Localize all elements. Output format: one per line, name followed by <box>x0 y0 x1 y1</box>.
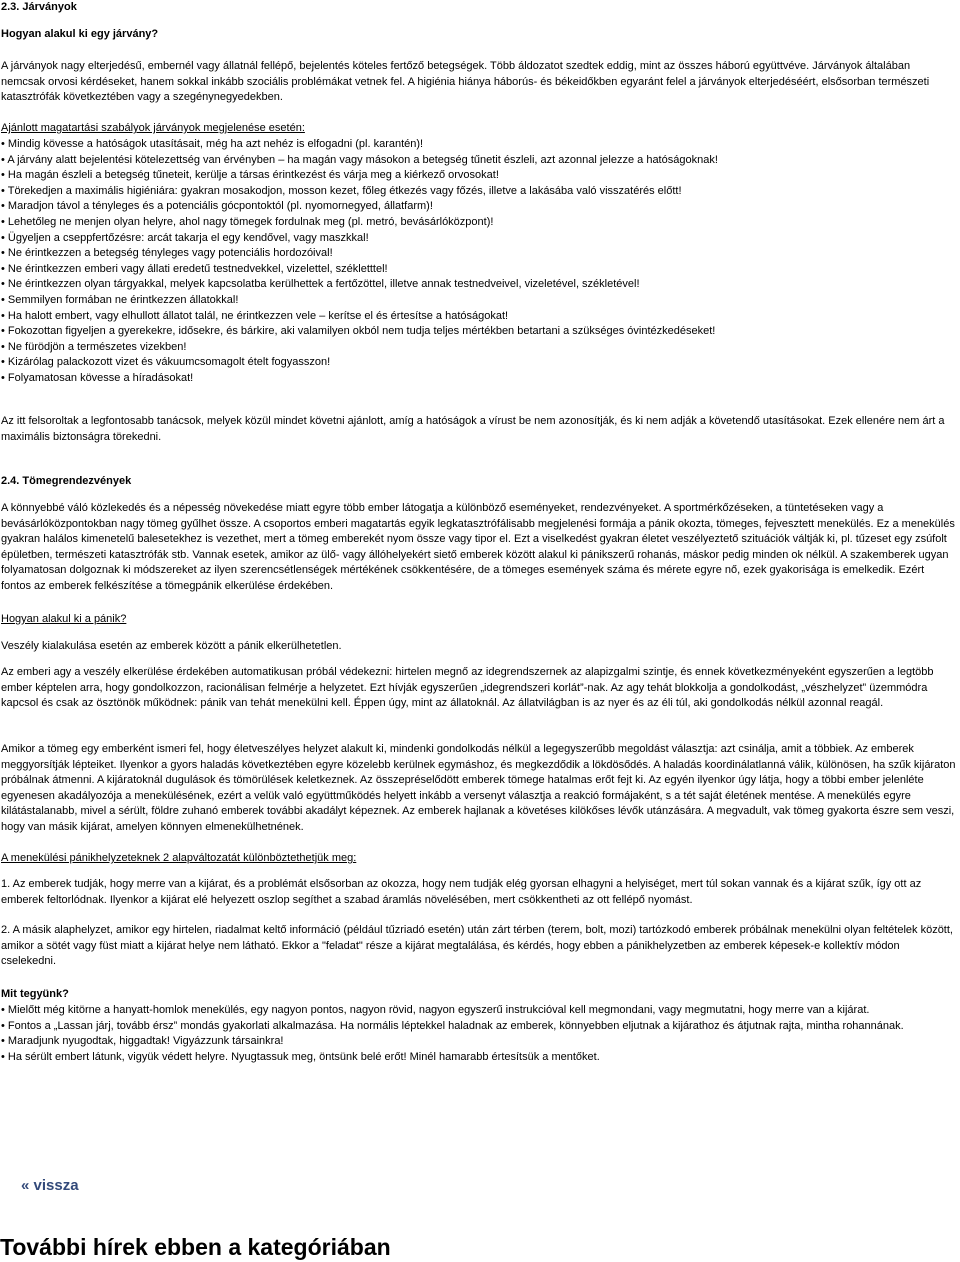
list-item: • Lehetőleg ne menjen olyan helyre, ahol nagy tömegek fordulnak meg (pl. metró, bevásárlóközpont)! <box>1 215 957 231</box>
section-heading-2-4: 2.4. Tömegrendezvények <box>1 475 132 487</box>
list-item: • Ha halott embert, vagy elhullott állatot talál, ne érintkezzen vele – kerítse el és értesítse a hatóságokat! <box>1 309 957 325</box>
what-to-do-list <box>1 1003 957 1065</box>
list-item: • Mindig kövesse a hatóságok utasításait, még ha azt nehéz is elfogadni (pl. karantén)! <box>1 137 957 153</box>
list-item: • Kizárólag palackozott vizet és vákuumcsomagolt ételt fogyasszon! <box>1 355 957 371</box>
list-item: • Ha magán észleli a betegség tűneteit, kerülje a társas érintkezést és várja meg a kiérkező orvosokat! <box>1 168 957 184</box>
panic-types-title: A menekülési pánikhelyzeteknek 2 alapváltozatát különböztethetjük meg: <box>1 852 357 864</box>
epidemic-rules-list <box>1 137 957 387</box>
epidemic-closing-paragraph: Az itt felsoroltak a legfontosabb tanácsok, melyek közül mindet követni ajánlott, amíg a hatóságok a vírust be nem azonosítják, és ki nem adják a követendő utasításokat. Ezek ellenére nem árt a maximális biztonságra törekedni. <box>1 415 945 443</box>
back-arrow-icon: « <box>21 1177 30 1194</box>
list-item: • Maradjon távol a tényleges és a potenciális gócpontoktól (pl. nyomornegyed, állatfarm)! <box>1 199 957 215</box>
back-link-label: vissza <box>33 1177 79 1194</box>
list-item: • Ne érintkezzen emberi vagy állati eredetű testnedvekkel, vizelettel, székletttel! <box>1 262 957 278</box>
crowd-intro-paragraph: A könnyebbé váló közlekedés és a népesség növekedése miatt egyre több ember látogatja a különböző eseményeket, rendezvényeket. A sportmérkőzéseken, a tüntetéseken vagy a bevásárlóközpontokban nagy tömeg gyűlhet össze. A csoportos emberi magatartás egyik legkatasztrófálisabb megjelenési formája a pánik okozta, tömeges, fejvesztett menekülés. Ez a menekülés gyakran halálos kimenetelű balesetekhez is vezethet, mert a tömeg emberekét nyom össze vagy tipor el. Ezt a viselkedést gyakran életet veszélyeztető szituációk váltják ki, pl. tűzeset egy zsúfolt épületben, természeti katasztrófák stb. Vannak esetek, amikor az ülő- vagy állóhelyekért siető emberek között alakul ki pánikszerű rohanás, máskor pedig minden ok nélkül. A szakemberek ugyan folyamatosan dolgoznak ki módszereket az ilyen szerencsétlenségek mértékének csökkentésére, de a tömeges események száma és mérete egyre nő, ezek gyakorisága is emelkedik. Ezért fontos az emberek felkészítése a tömegpánik elkerülése érdekében. <box>1 502 955 592</box>
panic-type-1: 1. Az emberek tudják, hogy merre van a kijárat, és a problémát elsősorban az okozza, hogy nem tudják elég gyorsan elhagyni a helyiséget, mert túl sokan vannak és a kijárat szűk, így ott az emberek feltorlódnak. Ilyenkor a kijárat elé helyezett oszlop segíthet a szabad áramlás növelésében, mert csökkentheti az ott fellépő nyomást. <box>1 878 922 906</box>
more-news-heading: További hírek ebben a kategóriában <box>0 1234 391 1260</box>
section-heading-2-3: 2.3. Járványok <box>1 1 77 13</box>
back-link[interactable] <box>21 1176 79 1196</box>
list-item: • Maradjunk nyugodtak, higgadtak! Vigyázzunk társainkra! <box>1 1034 957 1050</box>
what-to-do-heading: Mit tegyünk? <box>1 988 69 1000</box>
list-item: • Folyamatosan kövesse a híradásokat! <box>1 371 957 387</box>
list-item: • Fokozottan figyeljen a gyerekekre, idősekre, és bárkire, aki valamilyen okból nem tudja teljes mértékben betartani a szükséges óvintézkedéseket! <box>1 324 957 340</box>
panic-paragraph-3: Amikor a tömeg egy emberként ismeri fel, hogy életveszélyes helyzet alakult ki, mindenki gondolkodás nélkül a legegyszerűbb megoldást választja: azt csinálja, amit a többiek. Az emberek meggyorsítják lépteiket. Ilyenkor a gyors haladás következtében egyre közelebb kerülnek egymáshoz, és megkezdődik a lökdösődés. A haladás koordinálatlanná válik, különösen, ha szűk kijáraton próbálnak átmenni. A kijáratoknál dugulások és tömörülések keletkeznek. Az összepréselődött emberek tömege hatalmas erőt fejt ki. Az egyén ilyenkor úgy látja, hogy a többi ember jelenléte egyenesen akadályozója a menekülésének, ezért a velük való együttműködés helyett inkább a versenyt választja a reakció formájaként, s a tét saját életének mentése. A menekülés egyre kilátástalanabb, mivel a sérült, földre zuhanó emberek további akadályt képeznek. Az emberek hajlanak a követéses kilökőses lévők utánzására. A megvadult, vak tömeg gyakorta észre sem veszi, hogy van másik kijárat, amelyen könnyen elmenekülhetnének. <box>1 743 956 833</box>
rules-title: Ajánlott magatartási szabályok járványok megjelenése esetén: <box>1 122 305 134</box>
list-item: • Mielőtt még kitörne a hanyatt-homlok menekülés, egy nagyon pontos, nagyon rövid, nagyon egyszerű instrukcióval kell megmondani, vagy megmutatni, hogy merre van a kijárat. <box>1 1003 957 1019</box>
panic-paragraph-2: Az emberi agy a veszély elkerülése érdekében automatikusan próbál védekezni: hirtelen megnő az idegrendszernek az alapizgalmi szintje, és ennek következményeként egyszerűen a legtöbb ember képtelen arra, hogy gondolkozzon, racionálisan felmérje a helyzetet. Ezt hívják egyszerűen „idegrendszeri korlát”-nak. Az agy tehát blokkolja a gondolkodást, „vészhelyzet” üzemmódra kapcsol és csak az ösztönök működnek: pánik van tehát menekülni kell. Éppen úgy, mint az állatoknál. Az állatvilágban is az nyer és az éli túl, aki gondolkodás nélkül azonnal reagál. <box>1 666 934 710</box>
panic-question: Hogyan alakul ki a pánik? <box>1 613 127 625</box>
list-item: • Ne érintkezzen olyan tárgyakkal, melyek kapcsolatba kerülhettek a fertőzöttel, illetve annak testnedveivel, vizeletével, székletével! <box>1 277 957 293</box>
list-item: • Ne fürödjön a természetes vizekben! <box>1 340 957 356</box>
epidemic-question: Hogyan alakul ki egy járvány? <box>1 28 159 40</box>
panic-paragraph-1: Veszély kialakulása esetén az emberek között a pánik elkerülhetetlen. <box>1 640 342 652</box>
epidemic-intro-paragraph: A járványok nagy elterjedésű, embernél vagy állatnál fellépő, bejelentés köteles fertőző betegségek. Több áldozatot szedtek eddig, mint az összes háború együttvéve. Járványok általában nemcsak orvosi kérdéseket, hanem sokkal inkább szociális problémákat vetnek fel. A higiénia hiánya háborús- és békeidőkben egyaránt felel a járványok elterjedéséért, elsősorban természeti katasztrófák következtében vagy a szegénynegyedekben. <box>1 60 930 104</box>
list-item: • Ne érintkezzen a betegség tényleges vagy potenciális hordozóival! <box>1 246 957 262</box>
list-item: • Ügyeljen a cseppfertőzésre: arcát takarja el egy kendővel, vagy maszkkal! <box>1 231 957 247</box>
list-item: • Törekedjen a maximális higiéniára: gyakran mosakodjon, mosson kezet, főleg étkezés vagy főzés, illetve a lakásába való visszatérés előtt! <box>1 184 957 200</box>
list-item: • Semmilyen formában ne érintkezzen állatokkal! <box>1 293 957 309</box>
panic-type-2: 2. A másik alaphelyzet, amikor egy hirtelen, riadalmat keltő információ (például tűzriadó esetén) után zárt térben (terem, bolt, mozi) tartózkodó emberek próbálnak menekülni olyan feltételek között, amikor a sötét vagy füst miatt a kijárat helye nem látható. Ekkor a "feladat" része a kijárat megtalálása, és kérdés, hogy ebben a pánikhelyzetben az emberek képesek-e kollektív módon cselekedni. <box>1 924 953 968</box>
list-item: • Fontos a „Lassan járj, tovább érsz” mondás gyakorlati alkalmazása. Ha normális léptekkel haladnak az emberek, könnyebben eljutnak a kijárathoz és átjutnak rajta, mintha rohannának. <box>1 1019 957 1035</box>
list-item: • A járvány alatt bejelentési kötelezettség van érvényben – ha magán vagy másokon a betegség tűnetit észleli, azt azonnal jelezze a hatóságoknak! <box>1 153 957 169</box>
list-item: • Ha sérült embert látunk, vigyük védett helyre. Nyugtassuk meg, öntsünk belé erőt! Minél hamarabb értesítsük a mentőket. <box>1 1050 957 1066</box>
